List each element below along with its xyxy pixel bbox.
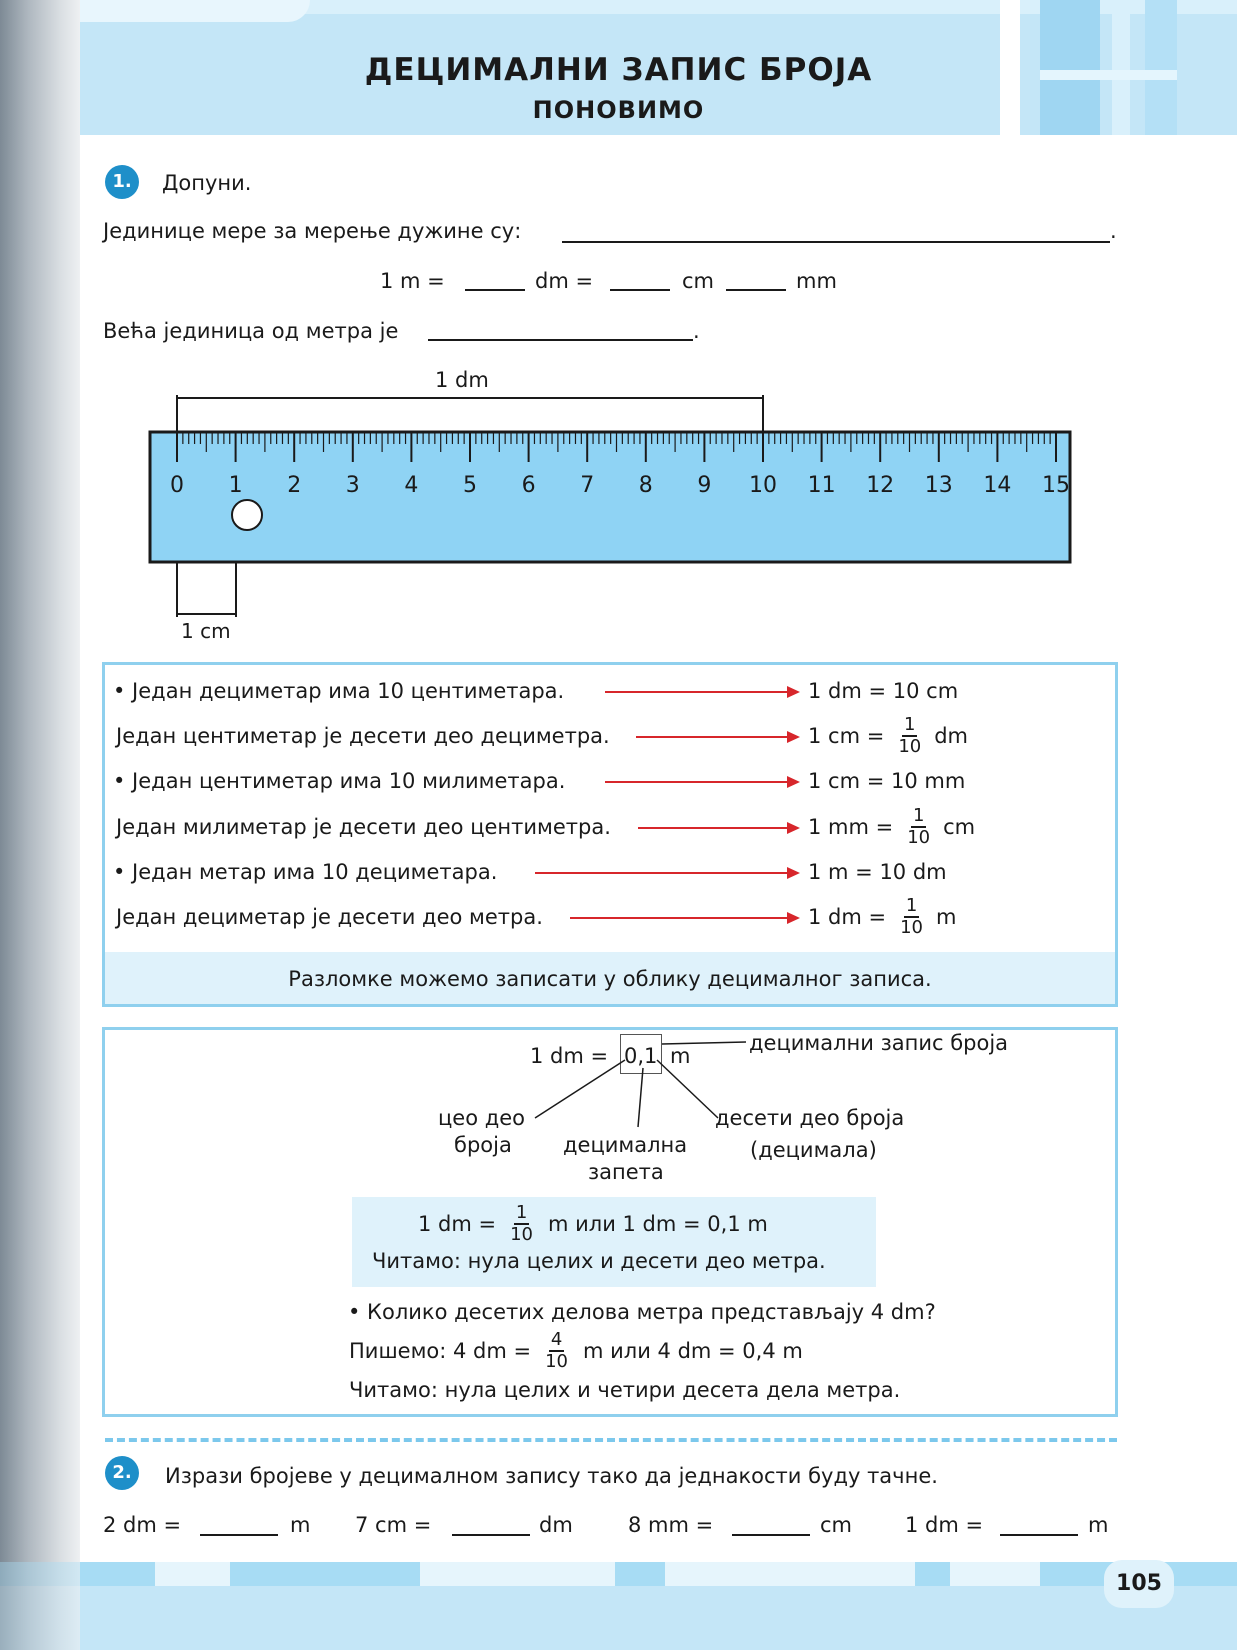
arrow-head	[787, 867, 800, 879]
row-result-1: 1 dm = 10 cm	[808, 679, 959, 703]
eq-part-d: mm	[796, 269, 837, 293]
ruler-number-8: 8	[638, 473, 653, 498]
row-text-2: Један центиметар је десети део дециметра.	[116, 724, 610, 748]
bigger-unit-blank[interactable]	[428, 339, 693, 341]
footer-segment	[950, 1562, 1040, 1586]
page-subtitle: ПОНОВИМО	[532, 96, 705, 124]
reading-4dm: Читамо: нула целих и четири десета дела метра.	[349, 1378, 901, 1402]
label-whole-part-2: броја	[454, 1133, 512, 1157]
footer-segment	[420, 1562, 615, 1586]
arrow-head	[787, 822, 800, 834]
row-text-6: Један дециметар је десети део метра.	[116, 905, 543, 929]
task2-item2-unit: dm	[539, 1513, 573, 1537]
row-result-5: 1 m = 10 dm	[808, 860, 947, 884]
fraction	[508, 1203, 535, 1245]
task2-item2-prefix: 7 cm =	[355, 1513, 432, 1537]
result-unit: m	[936, 905, 957, 929]
mm-answer-blank[interactable]	[726, 289, 786, 291]
arrow-6	[570, 917, 791, 919]
task2-item4-prefix: 1 dm =	[905, 1513, 984, 1537]
row-text-5: • Један метар има 10 дециметара.	[113, 860, 498, 884]
row-text-4: Један милиметар је десети део центиметра.	[116, 815, 611, 839]
task2-item1-prefix: 2 dm =	[103, 1513, 182, 1537]
written-equation	[349, 1326, 803, 1376]
ruler-number-9: 9	[697, 473, 712, 498]
label-tenth-part-1: десети део броја	[715, 1106, 905, 1130]
pointer-lines	[520, 1030, 760, 1130]
units-answer-blank[interactable]	[562, 241, 1110, 243]
hl-prefix: 1 dm =	[418, 1212, 497, 1236]
arrow-2	[636, 736, 791, 738]
dm-answer-blank[interactable]	[465, 289, 525, 291]
task-number-2: 2.	[105, 1456, 139, 1490]
page-title: ДЕЦИМАЛНИ ЗАПИС БРОЈА	[364, 52, 873, 88]
fraction-denominator: 10	[907, 827, 931, 848]
result-unit: dm	[934, 724, 969, 748]
bigger-unit-label: Већа јединица од метра је	[103, 319, 399, 343]
task1-instruction: Допуни.	[162, 171, 252, 195]
ruler-number-5: 5	[463, 473, 477, 498]
ruler-number-0: 0	[170, 473, 184, 498]
footer-segment	[155, 1562, 230, 1586]
task-number-1: 1.	[105, 165, 139, 199]
highlight-equation	[418, 1200, 768, 1248]
arrow-5	[535, 872, 790, 874]
period: .	[1110, 219, 1117, 243]
ruler-number-1: 1	[228, 473, 243, 498]
ruler-number-11: 11	[807, 473, 836, 498]
ruler-number-14: 14	[983, 473, 1012, 498]
result-prefix: 1 dm =	[808, 905, 887, 929]
task2-item3-prefix: 8 mm =	[628, 1513, 714, 1537]
row-result-4	[808, 802, 975, 852]
decimal-value: 0,1	[624, 1044, 658, 1068]
row-result-6	[808, 892, 956, 942]
fraction-numerator: 4	[550, 1329, 563, 1350]
ruler-number-13: 13	[924, 473, 953, 498]
task2-instruction: Изрази бројеве у децималном запису тако да једнакости буду тачне.	[165, 1464, 938, 1488]
question-4dm: • Колико десетих делова метра представљају 4 dm?	[348, 1300, 936, 1324]
decimal-eq-prefix: 1 dm =	[530, 1044, 609, 1068]
fraction-numerator: 1	[515, 1202, 528, 1223]
w-suffix: m или 4 dm = 0,4 m	[583, 1339, 803, 1363]
cm-span-label: 1 cm	[181, 619, 231, 643]
task2-item2-blank[interactable]	[452, 1534, 530, 1536]
header-highlight	[80, 0, 310, 22]
ruler-number-2: 2	[287, 473, 302, 498]
footer-segment	[665, 1562, 915, 1586]
fraction-numerator: 1	[912, 805, 925, 826]
ruler-figure	[140, 385, 1080, 645]
row-text-1: • Један дециметар има 10 центиметара.	[113, 679, 565, 703]
pointer-tenth-part	[657, 1060, 718, 1118]
page-number: 105	[1104, 1560, 1174, 1608]
label-decimal-comma-1: децимална	[563, 1133, 688, 1157]
dm-span-label: 1 dm	[435, 368, 489, 392]
row-result-2	[808, 711, 968, 761]
w-prefix: Пишемо: 4 dm =	[349, 1339, 532, 1363]
cm-answer-blank[interactable]	[610, 289, 670, 291]
arrow-3	[605, 781, 790, 783]
ruler-number-6: 6	[521, 473, 536, 498]
ruler-number-3: 3	[345, 473, 360, 498]
fraction-denominator: 10	[510, 1224, 533, 1245]
book-spine-bottom	[0, 1562, 80, 1650]
ruler-number-15: 15	[1042, 473, 1070, 498]
fraction-numerator: 1	[904, 714, 916, 735]
arrow-4	[638, 827, 791, 829]
task2-item3-unit: cm	[820, 1513, 853, 1537]
label-tenth-part-2: (децимала)	[750, 1138, 877, 1162]
pointer-decimal-notation	[662, 1042, 746, 1044]
highlight-reading: Читамо: нула целих и десети део метра.	[372, 1249, 826, 1273]
task2-item4-blank[interactable]	[1000, 1534, 1078, 1536]
hl-suffix: m или 1 dm = 0,1 m	[548, 1212, 768, 1236]
ruler-number-4: 4	[404, 473, 419, 498]
fraction-numerator: 1	[905, 895, 918, 916]
fraction-denominator: 10	[900, 917, 923, 938]
eq-part-b: dm =	[535, 269, 594, 293]
result-prefix: 1 cm =	[808, 724, 885, 748]
task2-item3-blank[interactable]	[732, 1534, 810, 1536]
arrow-1	[605, 691, 790, 693]
row-result-3: 1 cm = 10 mm	[808, 769, 966, 793]
fraction	[898, 896, 925, 938]
pointer-decimal-comma	[638, 1068, 643, 1127]
ruler-number-7: 7	[580, 473, 595, 498]
label-whole-part-1: цео део	[438, 1106, 526, 1130]
task2-item1-unit: m	[290, 1513, 311, 1537]
conversion-box-footer: Разломке можемо записати у облику децималног записа.	[288, 967, 932, 991]
ruler	[150, 395, 1070, 617]
fraction	[543, 1330, 570, 1372]
task2-item4-unit: m	[1088, 1513, 1109, 1537]
period: .	[693, 319, 700, 343]
pointer-whole-part	[535, 1060, 625, 1118]
eq-part-c: cm	[682, 269, 715, 293]
fraction	[896, 715, 923, 757]
fraction	[905, 806, 932, 848]
task1-units-label: Јединице мере за мерење дужине су:	[103, 219, 522, 243]
book-spine	[0, 0, 80, 1650]
arrow-head	[787, 912, 800, 924]
task2-item1-blank[interactable]	[200, 1534, 278, 1536]
arrow-head	[787, 731, 800, 743]
row-text-3: • Један центиметар има 10 милиметара.	[113, 769, 566, 793]
result-prefix: 1 mm =	[808, 815, 894, 839]
label-decimal-notation: децимални запис броја	[749, 1031, 1009, 1055]
eq-part-a: 1 m =	[380, 269, 445, 293]
ruler-number-10: 10	[749, 473, 777, 498]
ruler-hole	[232, 500, 262, 530]
decimal-unit: m	[670, 1044, 691, 1068]
result-unit: cm	[943, 815, 976, 839]
ruler-number-12: 12	[866, 473, 895, 498]
fraction-denominator: 10	[898, 736, 922, 757]
arrow-head	[787, 776, 800, 788]
arrow-head	[787, 686, 800, 698]
label-decimal-comma-2: запета	[588, 1160, 664, 1184]
section-divider	[105, 1438, 1117, 1442]
fraction-denominator: 10	[545, 1351, 569, 1372]
